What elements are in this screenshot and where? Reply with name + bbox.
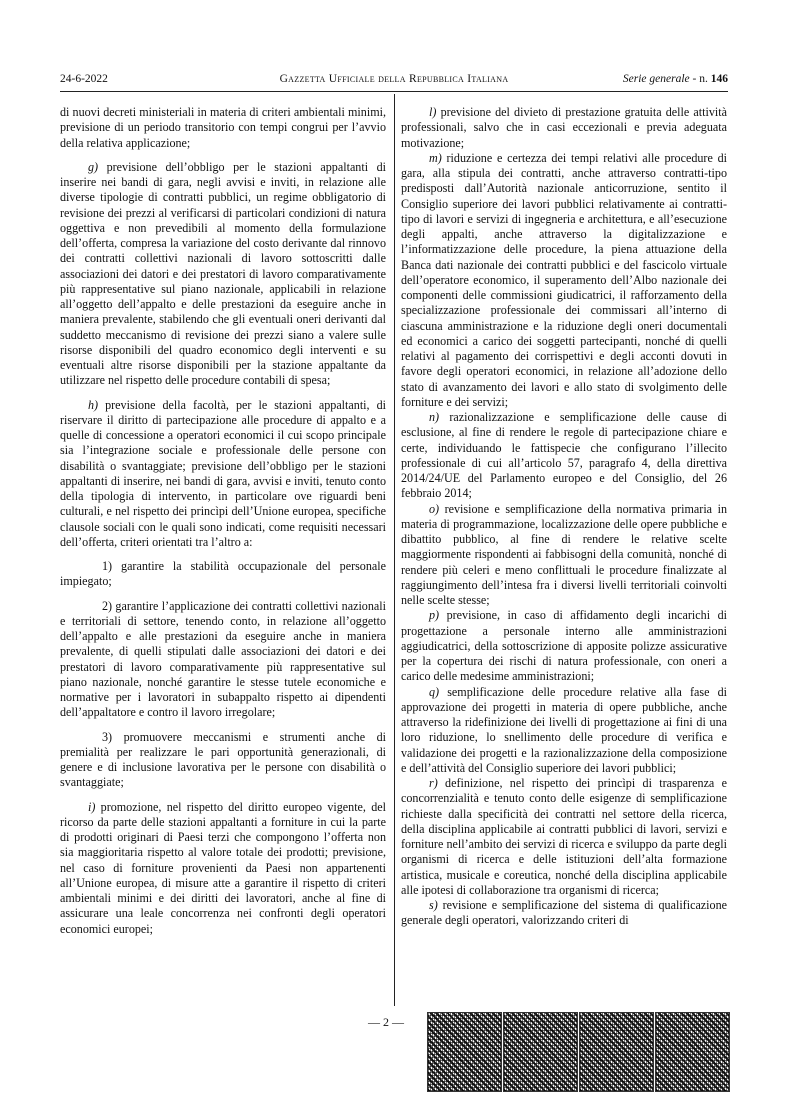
paragraph-o [401, 502, 727, 609]
paragraph-i [60, 800, 386, 937]
text-o: revisione e semplificazione della normativa primaria in materia di programmazione, localizzazione delle opere pubbliche e dibattito pubblico, al fine di rendere le relative scelte maggiormente rispondenti ai fabbisogni della comunità, nonché di rendere più celeri e meno conflittuali le procedure finalizzate al raggiungimento dell’intesa fra i diversi livelli territoriali coinvolti nelle scelte stesse; [401, 501, 727, 607]
text-g: previsione dell’obbligo per le stazioni appaltanti di inserire nei bandi di gara, negli avvisi e inviti, in relazione alle diverse tipologie di contratti pubblici, un regime obbligatorio di revisione dei prezzi al verificarsi di particolari condizioni di natura oggettiva e non prevedibili al momento della formulazione dell’offerta, compresa la variazione del costo derivante dal rinnovo dei contratti collettivi nazionali di lavoro sottoscritti dalle associazioni dei datori e dei prestatori di lavoro comparativamente più rappresentative sul piano nazionale, applicabili in relazione all’oggetto dell’appalto e delle prestazioni da eseguire anche in maniera prevalente, stabilendo che gli eventuali oneri derivanti dal suddetto meccanismo di revisione dei prezzi siano a valere sulle risorse disponibili del quadro economico degli interventi e su eventuali altre risorse disponibili per la stazione appaltante da utilizzare nel rispetto delle procedure contabili di spesa; [60, 159, 386, 388]
paragraph-r [401, 776, 727, 898]
paragraph: di nuovi decreti ministeriali in materia di criteri ambientali minimi, previsione di un periodo transitorio con tempi congrui per l’avvio della relativa applicazione; [60, 105, 386, 150]
text-l: previsione del divieto di prestazione gratuita delle attività professionali, salvo che in casi eccezionali e previa adeguata motivazione; [401, 105, 727, 150]
text-p: previsione, in caso di affidamento degli incarichi di progettazione a personale interno alle amministrazioni aggiudicatrici, della sottoscrizione di apposite polizze assicurative per la copertura dei rischi di natura professionale, con oneri a carico delle medesime amministrazioni; [401, 608, 727, 684]
text-h: previsione della facoltà, per le stazioni appaltanti, di riservare il diritto di partecipazione alle procedure di appalto e a quelle di concessione a operatori economici il cui scopo principale sia l’integrazione sociale e professionale delle persone con disabilità o svantaggiate; previsione dell’obbligo per le stazioni appaltanti di inserire, nei bandi di gara, avvisi e inviti, tenuto conto della tipologia di intervento, in particolare ove riguardi beni culturali, e nel rispetto dei princìpi dell’Unione europea, specifiche clausole sociali con le quali sono indicati, come requisiti necessari dell’offerta, criteri orientati tra l’altro a: [60, 397, 386, 549]
serie-number: 146 [710, 73, 728, 85]
header-rule [60, 91, 728, 92]
paragraph-p [401, 608, 727, 684]
letter-i: i) [88, 799, 96, 814]
header-title: Gazzetta Ufficiale della Repubblica Italiana [279, 73, 509, 85]
datamatrix-code-2 [503, 1012, 578, 1092]
paragraph-g [60, 160, 386, 389]
paragraph-h [60, 398, 386, 551]
text-s: revisione e semplificazione del sistema di qualificazione generale degli operatori, valorizzando criteri di [401, 898, 727, 928]
serie-sep: - n. [689, 73, 711, 85]
datamatrix-code-3 [579, 1012, 654, 1092]
letter-o: o) [429, 501, 440, 516]
letter-m: m) [429, 150, 442, 165]
column-divider [394, 94, 395, 1006]
text-n: razionalizzazione e semplificazione delle cause di esclusione, al fine di rendere le regole di partecipazione chiare e certe, individuando le fattispecie che configurano l’illecito professionale di cui all’articolo 57, paragrafo 4, della direttiva 2014/24/UE del Parlamento europeo e del Consiglio, del 26 febbraio 2014; [401, 410, 727, 501]
paragraph-n [401, 410, 727, 502]
item-1: 1) garantire la stabilità occupazionale del personale impiegato; [60, 559, 386, 589]
letter-s: s) [429, 898, 438, 912]
paragraph-s [401, 898, 727, 929]
letter-n: n) [429, 410, 440, 424]
letter-g: g) [88, 159, 99, 174]
paragraph-q [401, 685, 727, 777]
right-column [401, 105, 727, 929]
text-i: promozione, nel rispetto del diritto europeo vigente, del ricorso da parte delle stazioni appaltanti a forniture in cui la parte di prodotti originari di Paesi terzi che compongono l’offerta non sia maggioritaria rispetto al valore totale dei prodotti; previsione, nel caso di forniture provenienti da Paesi non appartenenti all’Unione europea, di misure atte a garantire il rispetto di criteri ambientali minimi e dei diritti dei lavoratori, anche al fine di assicurare una leale concorrenza nei confronti degli operatori economici europei; [60, 799, 386, 936]
text-q: semplificazione delle procedure relative alla fase di approvazione dei progetti in materia di opere pubbliche, anche attraverso la ridefinizione dei livelli di progettazione ai fini di una loro riduzione, lo snellimento delle procedure di verifica e validazione dei progetti e la razionalizzazione della composizione e dell’attività del Consiglio superiore dei lavori pubblici; [401, 684, 727, 775]
datamatrix-code-4 [655, 1012, 730, 1092]
header-serie [623, 73, 728, 85]
item-3: 3) promuovere meccanismi e strumenti anche di premialità per realizzare le pari opportunità generazionali, di genere e di inclusione lavorativa per le persone con disabilità o svantaggiate; [60, 729, 386, 790]
paragraph-m [401, 151, 727, 410]
letter-l: l) [429, 105, 437, 119]
page-number: — 2 — [368, 1015, 404, 1029]
text-r: definizione, nel rispetto dei princìpi di trasparenza e concorrenzialità e tenuto conto delle esigenze di semplificazione richieste dalla specificità dei contratti nel settore della ricerca, della disciplina applicabile ai contratti pubblici di lavori, servizi e forniture nell’ambito dei servizi di ricerca e sviluppo da parte degli organismi di ricerca e delle istituzioni dell’alta formazione artistica, musicale e coreutica, nonché della disciplina applicabile alle ipotesi di collaborazione tra organismi di ricerca; [401, 776, 727, 897]
item-2: 2) garantire l’applicazione dei contratti collettivi nazionali e territoriali di settore, tenendo conto, in relazione all’oggetto dell’appalto e alle prestazioni da eseguire anche in maniera prevalente, di quelli stipulati dalle associazioni dei datori e dei prestatori di lavoro comparativamente più rappresentative sul piano nazionale, nonché garantire le stesse tutele economiche e normative per i lavoratori in subappalto rispetto ai dipendenti dell’appaltatore e contro il lavoro irregolare; [60, 598, 386, 720]
text-m: riduzione e certezza dei tempi relativi alle procedure di gara, alla stipula dei contratti, anche attraverso contratti-tipo predisposti dall’Autorità nazionale anticorruzione, sentito il Consiglio superiore dei lavori pubblici relativamente ai contratti-tipo di lavori e servizi di ingegneria e architettura, e all’esecuzione degli appalti, anche attraverso la digitalizzazione e l’informatizzazione delle procedure, la piena attuazione della Banca dati nazionale dei contratti pubblici e del fascicolo virtuale dell’operatore economico, il superamento dell’Albo nazionale dei componenti delle commissioni giudicatrici, il rafforzamento della specializzazione professionale dei commissari all’interno di ciascuna amministrazione e la riduzione degli oneri documentali ed economici a carico dei soggetti partecipanti, nonché di quelli relativi al pagamento dei corrispettivi e degli acconti dovuti in favore degli operatori economici, in relazione all’adozione dello stato di avanzamento dei lavori e allo stato di svolgimento delle forniture e dei servizi; [401, 150, 727, 409]
letter-q: q) [429, 684, 440, 699]
datamatrix-code-1 [427, 1012, 502, 1092]
page-header [60, 73, 728, 91]
letter-r: r) [429, 776, 438, 790]
letter-h: h) [88, 397, 99, 412]
paragraph-l [401, 105, 727, 151]
letter-p: p) [429, 608, 440, 623]
serie-label: Serie generale [622, 73, 690, 85]
left-column [60, 105, 386, 937]
header-date: 24-6-2022 [60, 73, 108, 85]
